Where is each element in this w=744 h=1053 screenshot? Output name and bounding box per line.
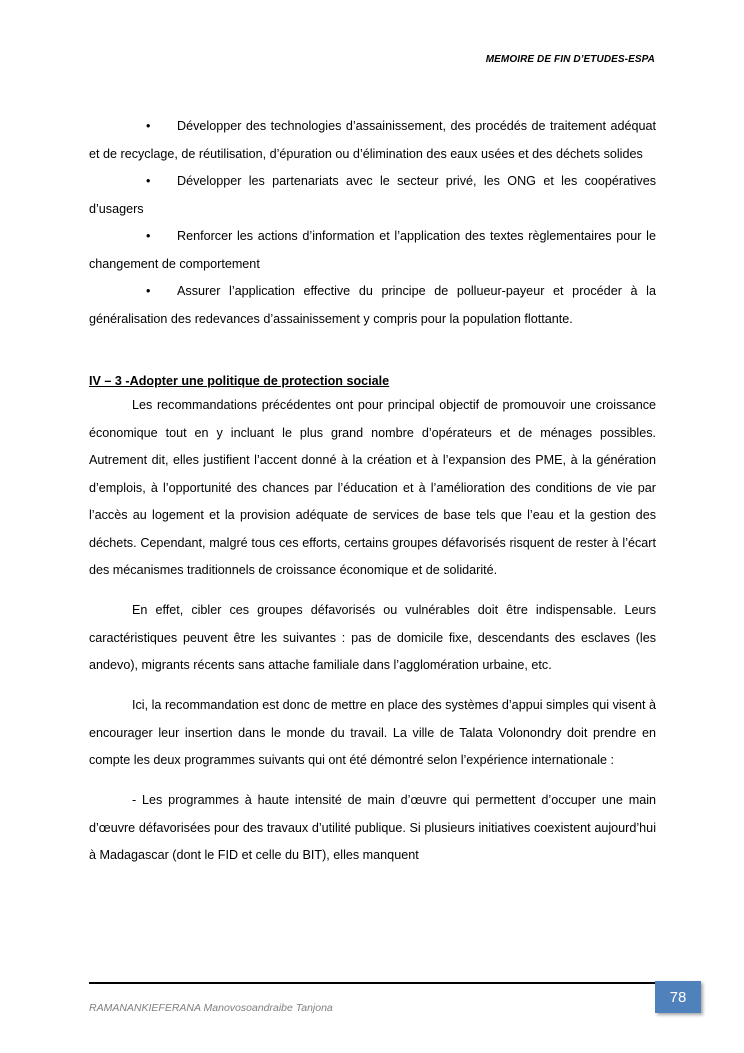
bullet-dot: •: [146, 174, 151, 188]
body-paragraph: Les recommandations précédentes ont pour principal objectif de promouvoir une croissance économique tout en y incluant le plus grand nombre d’opérateurs et de ménages possibles. Autrement dit, elles justifient l’accent donné à la création et à l’expansion des PME, à la génération d’emplois, à l’opportunité des chances par l’éducation et à l’amélioration des conditions de vie par l’accès au logement et la provision adéquate de services de base tels que l’eau et la gestion des déchets. Cependant, malgré tous ces efforts, certains groupes défavorisés risquent de rester à l’écart des mécanismes traditionnels de croissance économique et de solidarité.: [89, 398, 656, 577]
body-paragraph: En effet, cibler ces groupes défavorisés ou vulnérables doit être indispensable. Leurs caractéristiques peuvent être les suivantes : pas de domicile fixe, descendants des esclaves (les andevo), migrants récents sans attache familiale dans l’agglomération urbaine, etc.: [89, 603, 656, 673]
body-paragraph: Ici, la recommandation est donc de mettre en place des systèmes d’appui simples qui visent à encourager leur insertion dans le monde du travail. La ville de Talata Volonondry doit prendre en compte les deux programmes suivants qui ont été démontré selon l’expérience internationale :: [89, 698, 656, 768]
footer-divider: [89, 982, 673, 984]
section-heading: IV – 3 -Adopter une politique de protection sociale: [89, 374, 390, 388]
bullet-item: [89, 278, 656, 333]
bullet-item: [89, 168, 656, 223]
body-paragraph: - Les programmes à haute intensité de main d’œuvre qui permettent d’occuper une main d’œuvre défavorisées pour des travaux d’utilité publique. Si plusieurs initiatives coexistent aujourd’hui à Madagascar (dont le FID et celle du BIT), elles manquent: [89, 793, 656, 863]
bullet-text: Assurer l’application effective du principe de pollueur-payeur et procéder à la généralisation des redevances d’assainissement y compris pour la population flottante.: [89, 284, 656, 326]
bullet-dot: •: [146, 119, 151, 133]
bullet-text: Développer des technologies d’assainissement, des procédés de traitement adéquat et de recyclage, de réutilisation, d’épuration ou d’élimination des eaux usées et des déchets solides: [89, 119, 656, 161]
bullet-item: [89, 223, 656, 278]
bullet-dot: •: [146, 229, 151, 243]
bullet-dot: •: [146, 284, 151, 298]
page-body: [89, 113, 656, 882]
page-number-badge: 78: [655, 981, 701, 1013]
bullet-item: [89, 113, 656, 168]
running-header: MEMOIRE DE FIN D’ETUDES-ESPA: [485, 54, 655, 65]
bullet-text: Renforcer les actions d’information et l’application des textes règlementaires pour le changement de comportement: [89, 229, 656, 271]
bullet-text: Développer les partenariats avec le secteur privé, les ONG et les coopératives d’usagers: [89, 174, 656, 216]
footer-author: RAMANANKIEFERANA Manovosoandraibe Tanjona: [89, 1002, 333, 1014]
